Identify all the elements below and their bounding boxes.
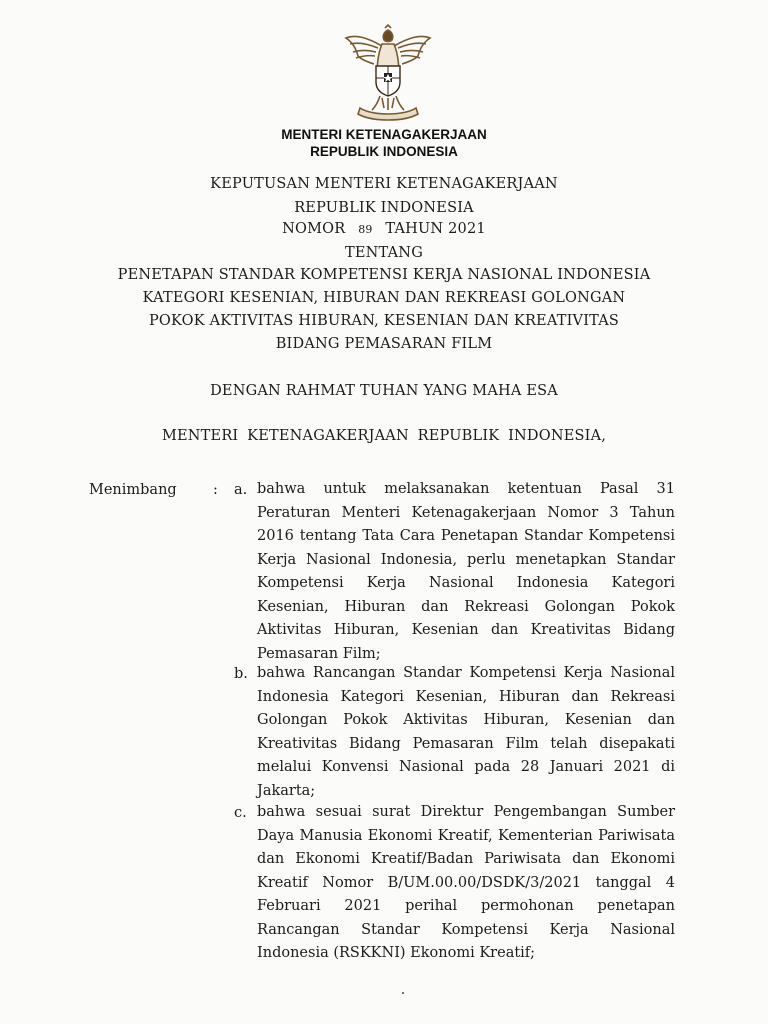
issuer-line: MENTERI KETENAGAKERJAAN REPUBLIK INDONESIA, <box>161 428 607 444</box>
decree-subject-line3: POKOK AKTIVITAS HIBURAN, KESENIAN DAN KREATIVITAS <box>148 313 620 329</box>
invocation-line: DENGAN RAHMAT TUHAN YANG MAHA ESA <box>210 383 558 399</box>
decree-subject-line4: BIDANG PEMASARAN FILM <box>275 336 493 352</box>
menimbang-label: Menimbang <box>89 482 177 498</box>
item-a-letter: a. <box>234 482 248 498</box>
scan-speck <box>402 992 404 994</box>
tentang-label: TENTANG <box>345 245 423 261</box>
ministry-heading-line1: MENTERI KETENAGAKERJAAN <box>281 127 487 142</box>
decree-title-line1: KEPUTUSAN MENTERI KETENAGAKERJAAN <box>210 176 558 192</box>
nomor-label: NOMOR <box>282 221 346 237</box>
decree-number-line <box>0 221 768 237</box>
ministry-heading-line2: REPUBLIK INDONESIA <box>310 144 458 159</box>
item-c-text: bahwa sesuai surat Direktur Pengembangan Sumber Daya Manusia Ekonomi Kreatif, Kementerian Pariwisata dan Ekonomi Kreatif/Badan Pariwisata dan Ekonomi Kreatif Nomor B/UM.00.00/DSDK/3/2021 tanggal 4 Februari 2021 perihal permohonan penetapan Rancangan Standar Kompetensi Kerja Nasional Indonesia (RSKKNI) Ekonomi Kreatif; <box>257 804 675 961</box>
item-a-text: bahwa untuk melaksanakan ketentuan Pasal 31 Peraturan Menteri Ketenagakerjaan Nomor 3 Tahun 2016 tentang Tata Cara Penetapan Standar Kompetensi Kerja Nasional Indonesia, perlu menetapkan Standar Kompetensi Kerja Nasional Indonesia Kategori Kesenian, Hiburan dan Rekreasi Golongan Pokok Aktivitas Hiburan, Kesenian dan Kreativitas Bidang Pemasaran Film; <box>257 481 675 662</box>
menimbang-colon: : <box>213 482 218 498</box>
decree-title-line2: REPUBLIK INDONESIA <box>294 200 474 216</box>
item-c-letter: c. <box>234 805 247 821</box>
item-b-text: bahwa Rancangan Standar Kompetensi Kerja Nasional Indonesia Kategori Kesenian, Hiburan dan Rekreasi Golongan Pokok Aktivitas Hiburan, Kesenian dan Kreativitas Bidang Pemasaran Film telah disepakati melalui Konvensi Nasional pada 28 Januari 2021 di Jakarta; <box>257 665 675 799</box>
decree-subject-line2: KATEGORI KESENIAN, HIBURAN DAN REKREASI GOLONGAN <box>142 290 626 306</box>
decree-subject-line1: PENETAPAN STANDAR KOMPETENSI KERJA NASIONAL INDONESIA <box>117 267 651 283</box>
nomor-value: 89 <box>358 223 373 236</box>
item-b-letter: b. <box>234 666 248 682</box>
garuda-emblem-icon <box>338 24 438 124</box>
tahun-label: TAHUN 2021 <box>385 221 486 237</box>
